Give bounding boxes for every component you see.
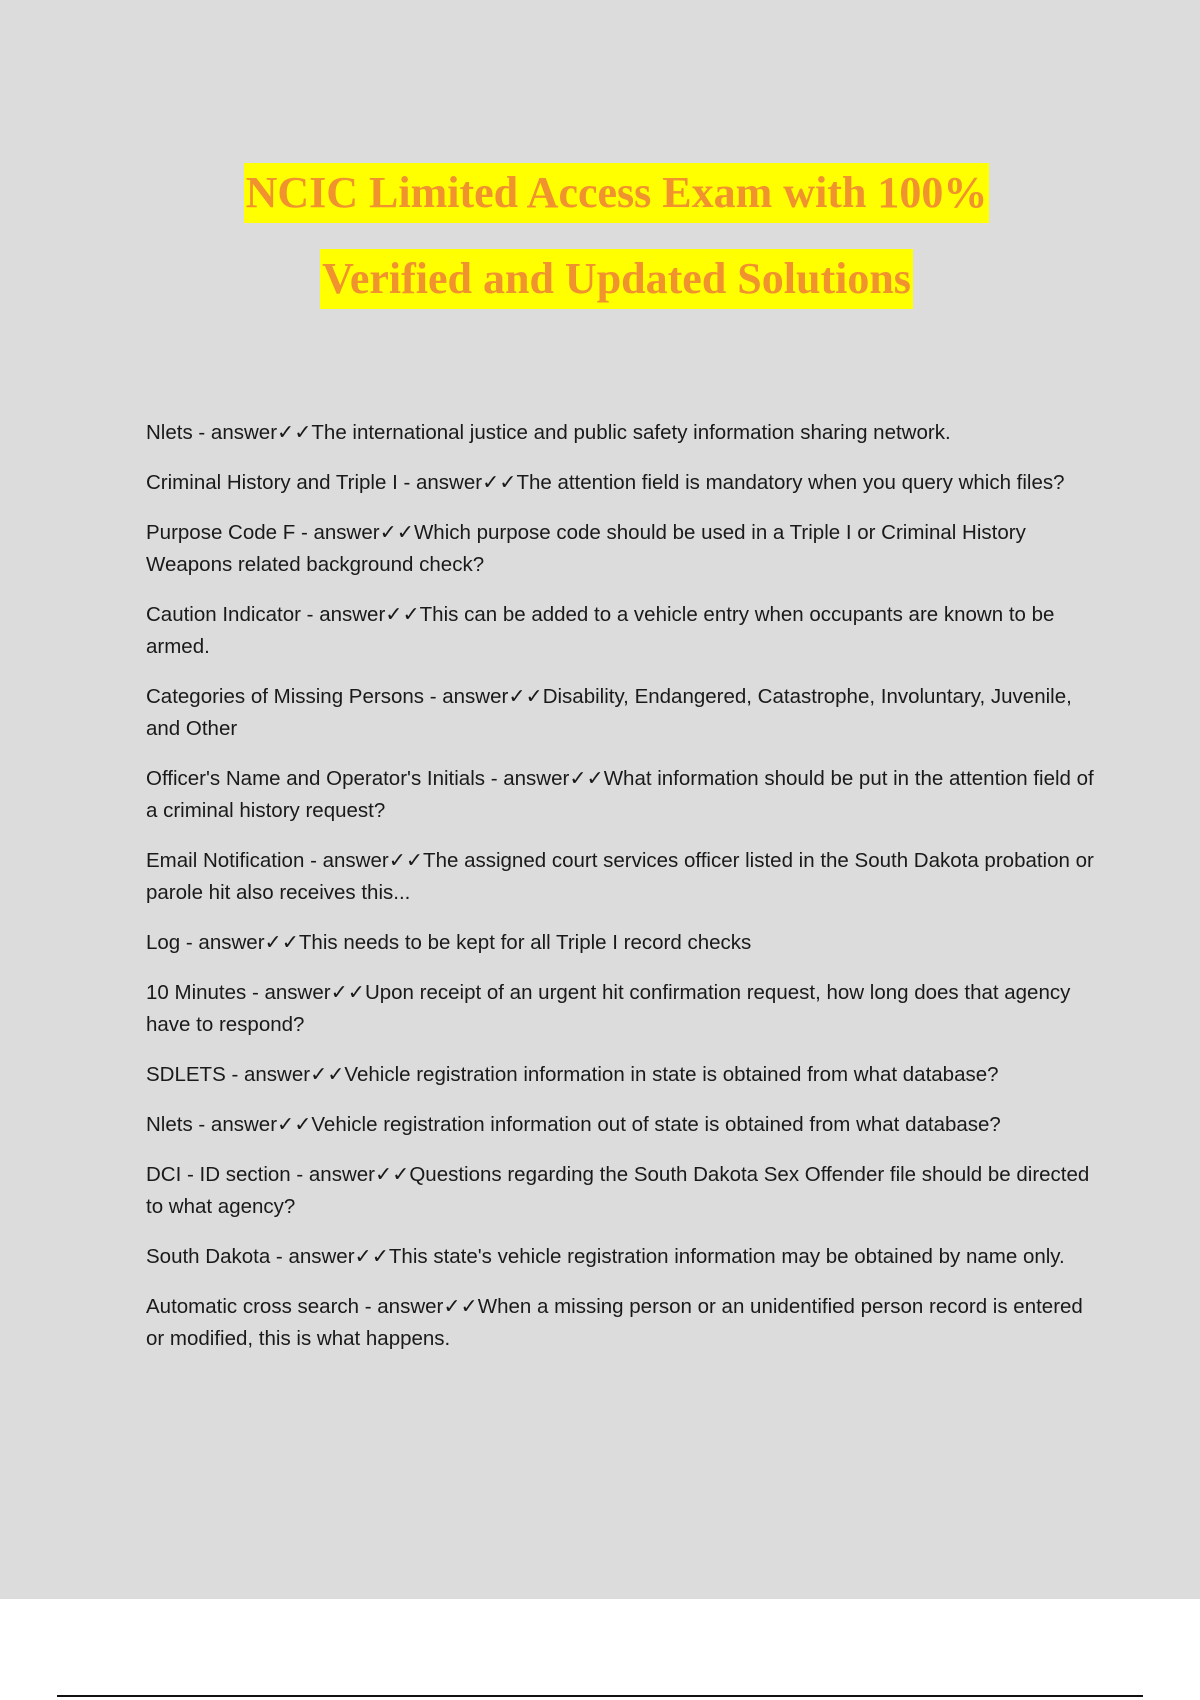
checkmark-icon: ✓✓ <box>277 1113 312 1136</box>
checkmark-icon: ✓✓ <box>388 849 424 872</box>
qa-item <box>146 1159 1096 1223</box>
qa-definition: The attention field is mandatory when you query which files? <box>516 471 1065 494</box>
qa-item <box>146 681 1096 745</box>
qa-term: Automatic cross search <box>146 1295 360 1318</box>
qa-definition: The assigned court services officer listed in the South Dakota probation or parole hit also receives this... <box>146 849 1094 904</box>
qa-definition: Upon receipt of an urgent hit confirmation request, how long does that agency have to respond? <box>146 981 1071 1036</box>
qa-term: Categories of Missing Persons <box>146 685 425 708</box>
qa-definition: When a missing person or an unidentified person record is entered or modified, this is what happens. <box>146 1295 1083 1350</box>
qa-term: South Dakota <box>146 1245 271 1268</box>
document-title <box>0 163 1200 309</box>
qa-term: Nlets <box>146 1113 193 1136</box>
qa-item <box>146 927 1096 959</box>
qa-term: Officer's Name and Operator's Initials <box>146 767 486 790</box>
title-line-1: NCIC Limited Access Exam with 100% <box>244 163 990 223</box>
qa-definition: Which purpose code should be used in a Triple I or Criminal History Weapons related background check? <box>146 521 1026 576</box>
qa-definition: This state's vehicle registration information may be obtained by name only. <box>388 1245 1065 1268</box>
qa-separator: - answer <box>295 521 380 544</box>
qa-separator: - answer <box>359 1295 444 1318</box>
qa-item <box>146 517 1096 581</box>
checkmark-icon: ✓✓ <box>354 1245 389 1268</box>
qa-item <box>146 1109 1096 1141</box>
footer-divider <box>57 1695 1143 1697</box>
qa-separator: - answer <box>290 1163 375 1186</box>
qa-separator: - answer <box>246 981 331 1004</box>
checkmark-icon: ✓✓ <box>264 931 299 954</box>
qa-separator: - answer <box>397 471 483 494</box>
qa-term: Email Notification <box>146 849 305 872</box>
checkmark-icon: ✓✓ <box>310 1063 345 1086</box>
qa-term: Nlets <box>146 421 193 444</box>
qa-term: SDLETS <box>146 1063 226 1086</box>
qa-definition: Vehicle registration information out of state is obtained from what database? <box>311 1113 1001 1136</box>
qa-item <box>146 763 1096 827</box>
qa-term: Criminal History and Triple I <box>146 471 398 494</box>
checkmark-icon: ✓✓ <box>374 1163 410 1186</box>
qa-separator: - answer <box>424 685 509 708</box>
checkmark-icon: ✓✓ <box>508 685 543 708</box>
checkmark-icon: ✓✓ <box>277 421 312 444</box>
qa-term: Log <box>146 931 181 954</box>
checkmark-icon: ✓✓ <box>482 471 517 494</box>
qa-separator: - answer <box>192 1113 278 1136</box>
qa-term: Purpose Code F <box>146 521 296 544</box>
qa-item <box>146 599 1096 663</box>
qa-separator: - answer <box>485 767 570 790</box>
qa-separator: - answer <box>270 1245 355 1268</box>
qa-separator: - answer <box>180 931 265 954</box>
qa-item <box>146 1241 1096 1273</box>
checkmark-icon: ✓✓ <box>443 1295 478 1318</box>
qa-item <box>146 1059 1096 1091</box>
title-line-2: Verified and Updated Solutions <box>320 249 913 309</box>
qa-definition: Questions regarding the South Dakota Sex Offender file should be directed to what agency? <box>146 1163 1090 1218</box>
qa-definition: This can be added to a vehicle entry when occupants are known to be armed. <box>146 603 1055 658</box>
checkmark-icon: ✓✓ <box>569 767 604 790</box>
qa-term: 10 Minutes <box>146 981 247 1004</box>
qa-term: DCI - ID section <box>146 1163 291 1186</box>
qa-list <box>146 417 1096 1373</box>
checkmark-icon: ✓✓ <box>330 981 365 1004</box>
qa-item <box>146 467 1096 499</box>
qa-separator: - answer <box>192 421 278 444</box>
qa-separator: - answer <box>304 849 389 872</box>
qa-item <box>146 977 1096 1041</box>
qa-separator: - answer <box>300 603 386 626</box>
qa-definition: The international justice and public safety information sharing network. <box>311 421 951 444</box>
qa-definition: What information should be put in the attention field of a criminal history request? <box>146 767 1094 822</box>
checkmark-icon: ✓✓ <box>379 521 414 544</box>
qa-definition: Disability, Endangered, Catastrophe, Involuntary, Juvenile, and Other <box>146 685 1072 740</box>
qa-separator: - answer <box>225 1063 311 1086</box>
qa-item <box>146 417 1096 449</box>
qa-term: Caution Indicator <box>146 603 301 626</box>
qa-definition: This needs to be kept for all Triple I record checks <box>298 931 752 954</box>
qa-item <box>146 1291 1096 1355</box>
checkmark-icon: ✓✓ <box>385 603 420 626</box>
qa-item <box>146 845 1096 909</box>
qa-definition: Vehicle registration information in state is obtained from what database? <box>344 1063 999 1086</box>
